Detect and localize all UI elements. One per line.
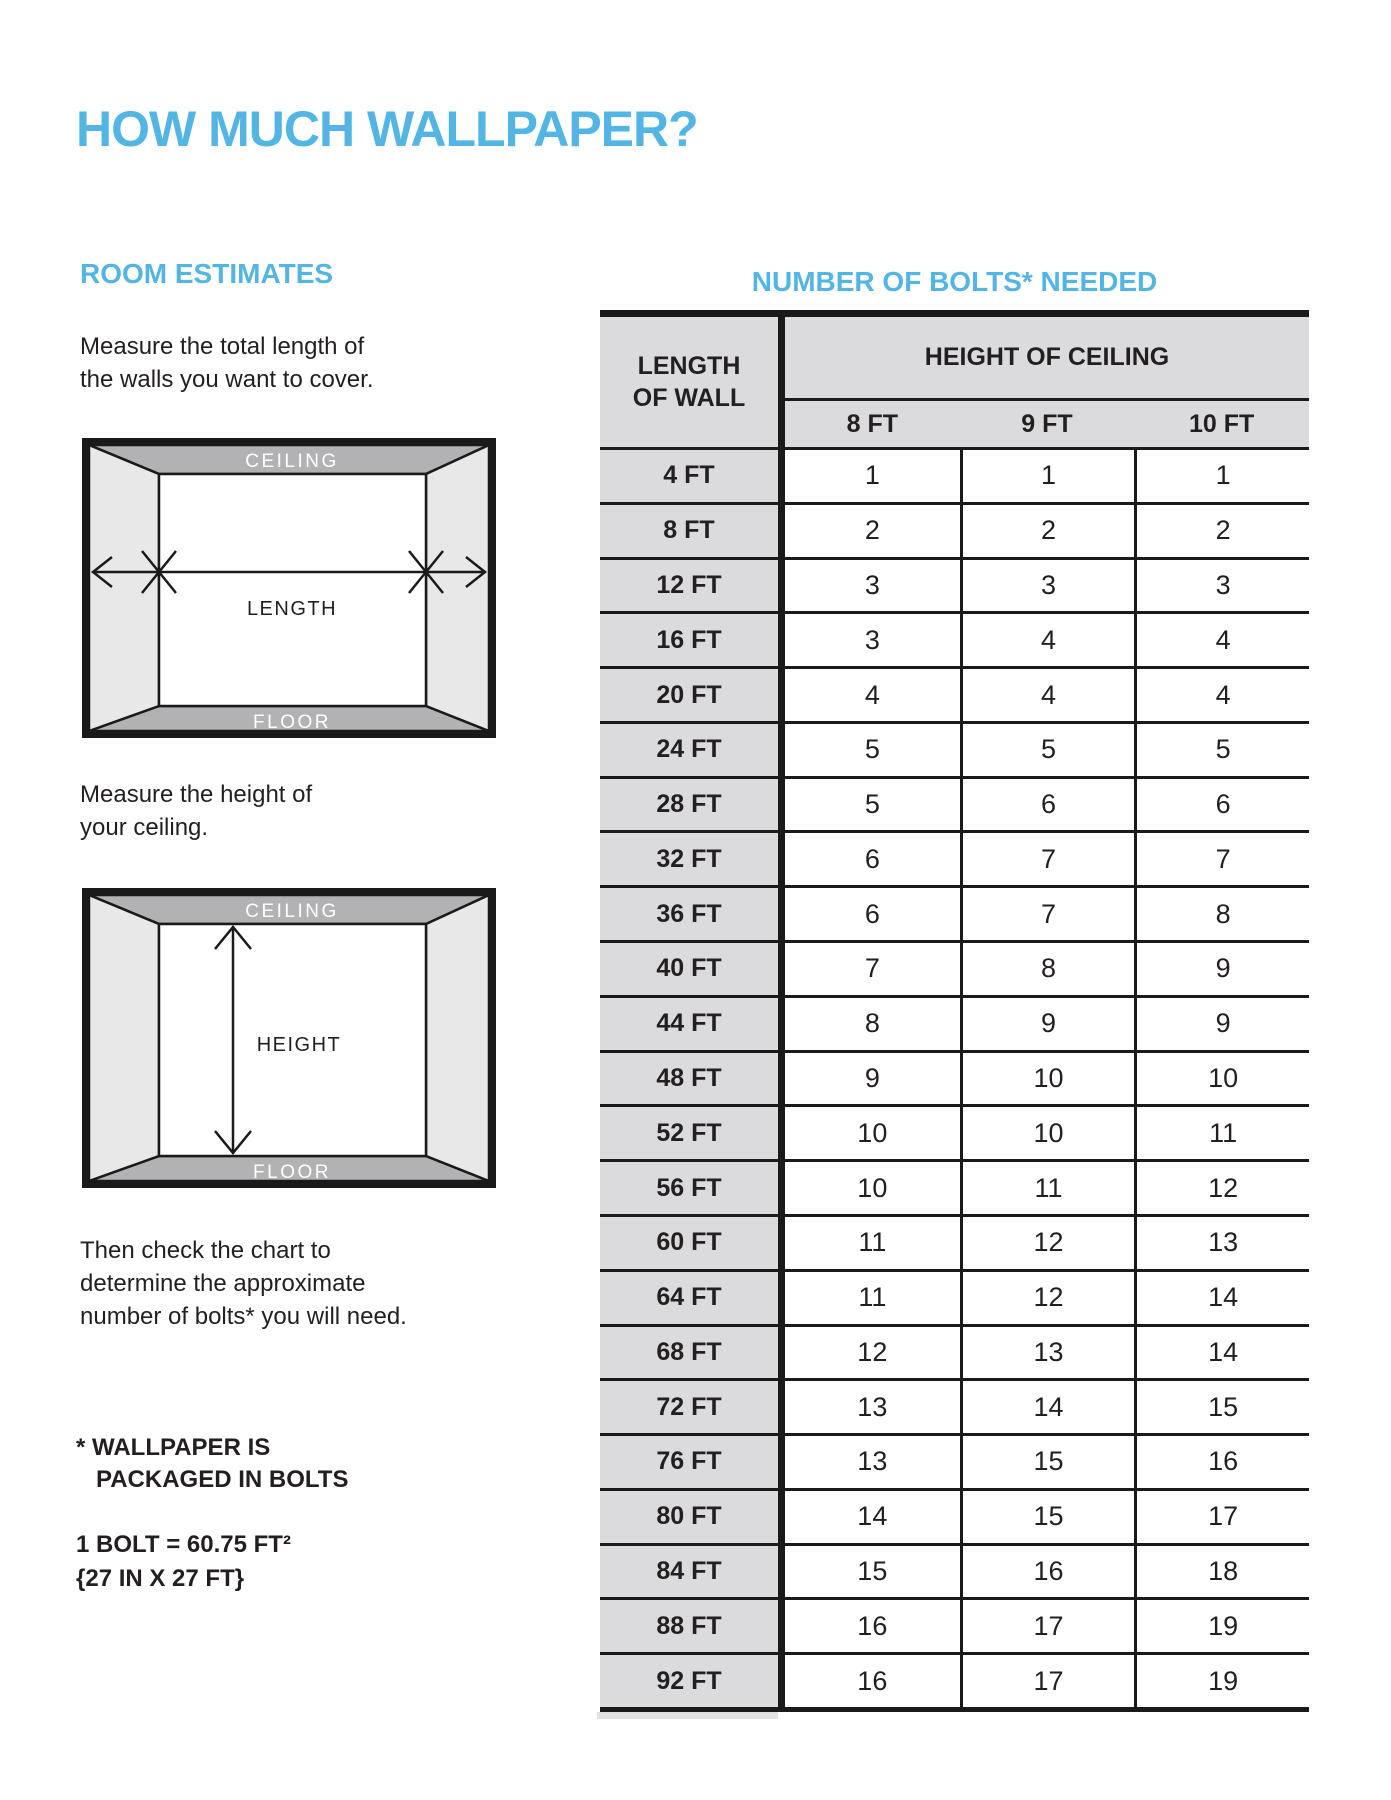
bolt-count-cell: 10	[857, 1117, 888, 1148]
wall-length-label: 44 FT	[600, 998, 778, 1050]
page-title: HOW MUCH WALLPAPER?	[76, 100, 698, 157]
bolt-count-cell: 7	[960, 833, 1135, 885]
bolt-count-cells	[778, 560, 1309, 612]
wall-length-label: 56 FT	[600, 1162, 778, 1214]
instruction-measure-height	[80, 778, 312, 844]
bolt-count-cell: 2	[864, 515, 880, 546]
bolt-count-cell: 6	[864, 898, 880, 929]
bolt-count-cell: 5	[864, 734, 880, 765]
bolt-count-cell: 4	[1134, 614, 1309, 666]
bolt-count-cell: 5	[960, 724, 1135, 776]
bolt-count-cell: 12	[1134, 1162, 1309, 1214]
table-row	[600, 560, 1309, 615]
bolt-count-cell: 15	[960, 1436, 1135, 1488]
bolt-count-cell: 13	[857, 1446, 888, 1477]
wall-length-label: 16 FT	[600, 614, 778, 666]
bolt-count-cells	[778, 998, 1309, 1050]
table-row	[600, 1546, 1309, 1601]
bolt-count-cells	[778, 1107, 1309, 1159]
bolt-count-cell: 2	[960, 505, 1135, 557]
bolt-count-cell: 10	[1134, 1053, 1309, 1105]
bolt-count-cell: 12	[857, 1336, 888, 1367]
bolt-count-cells	[778, 1327, 1309, 1379]
bolt-count-cell: 7	[864, 953, 880, 984]
bolt-count-cell: 16	[960, 1546, 1135, 1598]
bolt-count-cell: 8	[864, 1008, 880, 1039]
table-row	[600, 1162, 1309, 1217]
wall-length-label: 20 FT	[600, 669, 778, 721]
table-row	[600, 1491, 1309, 1546]
bolt-count-cell: 6	[960, 779, 1135, 831]
footnote-line: * WALLPAPER IS	[76, 1434, 271, 1461]
bolt-count-cell: 7	[960, 888, 1135, 940]
bolt-count-cell: 8	[960, 943, 1135, 995]
bolts-needed-heading: NUMBER OF BOLTS* NEEDED	[751, 266, 1158, 297]
wall-length-label: 28 FT	[600, 779, 778, 831]
instruction-line: your ceiling.	[80, 814, 209, 841]
wall-length-label: 32 FT	[600, 833, 778, 885]
wall-length-label: 92 FT	[600, 1655, 778, 1707]
left-wall-surface	[89, 895, 159, 1181]
back-wall-surface	[159, 474, 426, 706]
wall-length-label: 80 FT	[600, 1491, 778, 1543]
bolt-count-cell: 16	[1134, 1436, 1309, 1488]
table-row	[600, 1272, 1309, 1327]
ceiling-header-group	[778, 317, 1309, 450]
bolt-count-cell: 11	[1134, 1107, 1309, 1159]
table-row	[600, 888, 1309, 943]
bolt-count-cell: 3	[1134, 560, 1309, 612]
bolt-count-cells	[778, 1546, 1309, 1598]
bolt-count-cell: 1	[864, 460, 880, 491]
wall-length-label: 76 FT	[600, 1436, 778, 1488]
floor-label: FLOOR	[253, 712, 331, 733]
bolt-count-cell: 8	[1134, 888, 1309, 940]
bolt-count-cell: 13	[960, 1327, 1135, 1379]
bolt-count-cell: 14	[857, 1501, 888, 1532]
wall-length-label: 84 FT	[600, 1546, 778, 1598]
bolt-count-cells	[778, 724, 1309, 776]
instruction-measure-length	[80, 330, 373, 396]
table-row	[600, 505, 1309, 560]
table-row	[600, 1381, 1309, 1436]
table-row	[600, 724, 1309, 779]
wall-length-label: 88 FT	[600, 1600, 778, 1652]
bolt-count-cells	[778, 450, 1309, 502]
col-header-line: LENGTH	[637, 352, 741, 380]
bolt-count-cell: 9	[1134, 943, 1309, 995]
wall-length-label: 36 FT	[600, 888, 778, 940]
instruction-line: Measure the total length of	[80, 333, 365, 360]
bolt-count-cell: 10	[960, 1107, 1135, 1159]
instruction-line: Measure the height of	[80, 781, 313, 808]
table-row	[600, 998, 1309, 1053]
wall-length-label: 64 FT	[600, 1272, 778, 1324]
bolts-table	[600, 310, 1309, 1712]
instruction-line: the walls you want to cover.	[80, 366, 374, 393]
bolt-count-cell: 16	[857, 1610, 888, 1641]
ceiling-label: CEILING	[245, 451, 339, 472]
wall-length-label: 12 FT	[600, 560, 778, 612]
bolt-count-cell: 14	[1134, 1272, 1309, 1324]
ceiling-label: CEILING	[245, 901, 339, 922]
bolt-count-cells	[778, 1491, 1309, 1543]
col-header-9ft: 9 FT	[1021, 409, 1073, 438]
bolt-count-cells	[778, 1600, 1309, 1652]
table-footer-strip	[597, 1712, 778, 1719]
bolt-count-cell: 3	[960, 560, 1135, 612]
table-row	[600, 1217, 1309, 1272]
col-group-header-height-of-ceiling: HEIGHT OF CEILING	[785, 317, 1309, 401]
col-header-8ft: 8 FT	[846, 409, 899, 438]
bolt-count-cells	[778, 1162, 1309, 1214]
table-row	[600, 833, 1309, 888]
bolt-count-cells	[778, 505, 1309, 557]
table-header	[600, 317, 1309, 450]
table-row	[600, 1600, 1309, 1655]
wallpaper-bolts-footnote	[76, 1432, 348, 1496]
bolt-count-cell: 3	[864, 569, 880, 600]
table-row	[600, 1053, 1309, 1108]
wall-length-label: 52 FT	[600, 1107, 778, 1159]
bolt-count-cells	[778, 833, 1309, 885]
bolt-count-cells	[778, 943, 1309, 995]
table-row	[600, 1655, 1309, 1707]
bolt-count-cell: 10	[960, 1053, 1135, 1105]
bolt-count-cell: 14	[960, 1381, 1135, 1433]
table-body	[600, 450, 1309, 1707]
bolt-count-cells	[778, 779, 1309, 831]
bolt-count-cell: 17	[1134, 1491, 1309, 1543]
bolt-count-cell: 4	[1134, 669, 1309, 721]
bolt-count-cell: 1	[1134, 450, 1309, 502]
bolt-count-cells	[778, 1655, 1309, 1707]
bolt-count-cell: 7	[1134, 833, 1309, 885]
bolt-count-cell: 19	[1134, 1655, 1309, 1707]
bolt-count-cell: 4	[960, 669, 1135, 721]
table-row	[600, 779, 1309, 834]
wall-length-label: 68 FT	[600, 1327, 778, 1379]
bolt-count-cell: 12	[960, 1217, 1135, 1269]
bolt-count-cell: 17	[960, 1600, 1135, 1652]
bolt-count-cell: 11	[858, 1227, 887, 1258]
bolt-count-cell: 12	[960, 1272, 1135, 1324]
bolt-count-cell: 9	[960, 998, 1135, 1050]
instruction-line: determine the approximate	[80, 1270, 366, 1297]
bolt-count-cells	[778, 1272, 1309, 1324]
room-length-diagram	[82, 438, 496, 738]
table-row	[600, 669, 1309, 724]
instruction-line: Then check the chart to	[80, 1237, 331, 1264]
bolt-count-cell: 6	[864, 843, 880, 874]
floor-label: FLOOR	[253, 1162, 331, 1183]
wall-length-label: 24 FT	[600, 724, 778, 776]
wall-length-label: 72 FT	[600, 1381, 778, 1433]
col-header-10ft: 10 FT	[1189, 409, 1255, 438]
bolt-count-cell: 11	[960, 1162, 1135, 1214]
bolt-count-cell: 5	[1134, 724, 1309, 776]
wall-length-label: 60 FT	[600, 1217, 778, 1269]
bolt-count-cell: 15	[1134, 1381, 1309, 1433]
room-height-diagram	[82, 888, 496, 1188]
right-wall-surface	[426, 895, 489, 1181]
left-wall-surface	[89, 445, 159, 731]
table-row	[600, 1327, 1309, 1382]
bolt-count-cells	[778, 888, 1309, 940]
bolt-count-cell: 16	[857, 1665, 888, 1696]
room-estimates-heading: ROOM ESTIMATES	[80, 258, 334, 289]
bolt-count-cells	[778, 669, 1309, 721]
length-dimension-label: LENGTH	[246, 598, 338, 620]
bolt-count-cell: 4	[960, 614, 1135, 666]
footnote-line: PACKAGED IN BOLTS	[96, 1466, 349, 1493]
bolt-count-cell: 1	[960, 450, 1135, 502]
bolt-count-cell: 19	[1134, 1600, 1309, 1652]
bolt-count-cells	[778, 1053, 1309, 1105]
bolt-size-info	[76, 1528, 291, 1596]
bolt-count-cell: 14	[1134, 1327, 1309, 1379]
bolt-count-cell: 18	[1134, 1546, 1309, 1598]
ceiling-subheader-row	[785, 401, 1309, 447]
bolt-count-cell: 17	[960, 1655, 1135, 1707]
bolt-count-cell: 13	[1134, 1217, 1309, 1269]
table-row	[600, 450, 1309, 505]
bolt-count-cell: 4	[864, 679, 880, 710]
bolt-count-cell: 9	[864, 1062, 880, 1093]
bolt-count-cells	[778, 614, 1309, 666]
bolt-count-cell: 2	[1134, 505, 1309, 557]
table-row	[600, 1436, 1309, 1491]
col-header-line: OF WALL	[632, 384, 746, 412]
bolt-count-cell: 15	[960, 1491, 1135, 1543]
bolt-count-cell: 10	[857, 1172, 888, 1203]
bolt-count-cell: 13	[857, 1391, 888, 1422]
table-row	[600, 943, 1309, 998]
right-wall-surface	[426, 445, 489, 731]
table-row	[600, 614, 1309, 669]
bolt-dimensions: {27 IN X 27 FT}	[76, 1565, 245, 1592]
bolt-count-cell: 5	[864, 789, 880, 820]
bolt-count-cells	[778, 1381, 1309, 1433]
bolt-count-cell: 15	[857, 1556, 888, 1587]
instruction-check-chart	[80, 1234, 407, 1333]
col-header-length-of-wall	[600, 317, 778, 450]
bolt-count-cell: 11	[858, 1282, 887, 1313]
bolt-count-cell: 6	[1134, 779, 1309, 831]
height-dimension-label: HEIGHT	[256, 1034, 342, 1056]
wall-length-label: 8 FT	[600, 505, 778, 557]
table-row	[600, 1107, 1309, 1162]
bolt-count-cells	[778, 1217, 1309, 1269]
wall-length-label: 4 FT	[600, 450, 778, 502]
instruction-line: number of bolts* you will need.	[80, 1303, 407, 1330]
bolt-count-cell: 3	[864, 624, 880, 655]
bolt-count-cell: 9	[1134, 998, 1309, 1050]
bolt-equation: 1 BOLT = 60.75 FT²	[76, 1531, 291, 1558]
wall-length-label: 40 FT	[600, 943, 778, 995]
wall-length-label: 48 FT	[600, 1053, 778, 1105]
bolt-count-cells	[778, 1436, 1309, 1488]
